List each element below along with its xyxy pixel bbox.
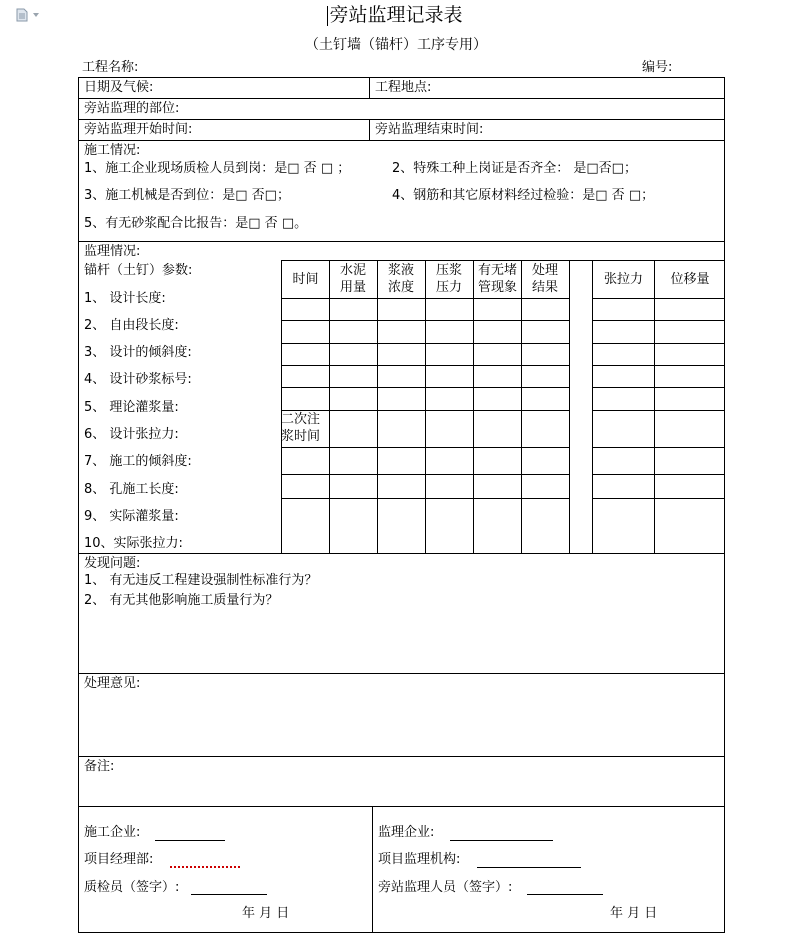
issue-question-2: 2、 有无其他影响施工质量行为？ (84, 593, 279, 608)
start-time-label: 旁站监理开始时间: (84, 122, 193, 137)
supervisor-company-label: 监理企业: (378, 825, 435, 840)
param-6: 6、 设计张拉力: (84, 427, 179, 442)
opinion-heading: 处理意见: (84, 676, 141, 691)
date-left: 年 月 日 (242, 906, 290, 921)
project-location-label: 工程地点: (375, 80, 432, 95)
supervision-heading: 监理情况: (84, 244, 141, 259)
page-subtitle: （土钉墙（锚杆）工序专用） (305, 37, 487, 53)
construction-item-5: 5、有无砂浆配合比报告：是□ 否 □。 (84, 216, 308, 231)
supervision-part-label: 旁站监理的部位: (84, 101, 180, 116)
pm-dept-label: 项目经理部: (84, 852, 154, 867)
param-7: 7、 施工的倾斜度: (84, 454, 192, 469)
col-treatment-result: 处理结果 (531, 263, 558, 295)
contractor-label: 施工企业: (84, 825, 141, 840)
construction-item-3: 3、施工机械是否到位：是□ 否□； (84, 188, 290, 203)
col-displacement: 位移量 (670, 272, 710, 287)
param-10: 10、实际张拉力: (84, 536, 183, 551)
serial-number-label: 编号: (642, 60, 673, 75)
col-slurry-concentration: 浆液浓度 (387, 263, 414, 295)
onsite-supervisor-line[interactable] (527, 894, 603, 895)
param-8: 8、 孔施工长度: (84, 482, 179, 497)
issues-heading: 发现问题: (84, 556, 141, 571)
construction-heading: 施工情况: (84, 143, 141, 158)
contractor-line[interactable] (155, 840, 225, 841)
issue-question-1: 1、 有无违反工程建设强制性标准行为？ (84, 573, 318, 588)
param-3: 3、 设计的倾斜度: (84, 345, 192, 360)
param-4: 4、 设计砂浆标号: (84, 372, 192, 387)
construction-item-2: 2、特殊工种上岗证是否齐全： 是□否□； (392, 161, 637, 176)
record-table (78, 77, 725, 933)
date-right: 年 月 日 (610, 906, 658, 921)
anchor-params-heading: 锚杆（土钉）参数: (84, 263, 193, 278)
inspector-label: 质检员（签字）: (84, 880, 180, 895)
col-cement-amount: 水泥用量 (339, 263, 366, 295)
col-tension: 张拉力 (603, 272, 643, 287)
col-pipe-blockage: 有无堵管现象 (477, 263, 517, 295)
second-grout-time: 二次注浆时间 (281, 412, 321, 444)
param-2: 2、 自由段长度: (84, 318, 179, 333)
param-5: 5、 理论灌浆量: (84, 400, 179, 415)
param-9: 9、 实际灌浆量: (84, 509, 179, 524)
param-1: 1、 设计长度: (84, 291, 166, 306)
pm-dept-line[interactable] (170, 863, 240, 868)
construction-item-1: 1、施工企业现场质检人员到岗：是□ 否 □ ； (84, 161, 351, 176)
project-name-label: 工程名称: (82, 60, 139, 75)
date-weather-label: 日期及气候: (84, 80, 154, 95)
construction-item-4: 4、钢筋和其它原材料经过检验：是□ 否 □； (392, 188, 655, 203)
onsite-supervisor-label: 旁站监理人员（签字）: (378, 880, 513, 895)
end-time-label: 旁站监理结束时间: (375, 122, 484, 137)
col-grout-pressure: 压浆压力 (435, 263, 462, 295)
page-title: 旁站监理记录表 (329, 4, 463, 26)
supervision-org-line[interactable] (477, 867, 581, 868)
supervisor-company-line[interactable] (450, 840, 553, 841)
remarks-heading: 备注: (84, 759, 115, 774)
inspector-line[interactable] (191, 894, 267, 895)
col-time: 时间 (292, 272, 319, 287)
supervision-org-label: 项目监理机构: (378, 852, 461, 867)
